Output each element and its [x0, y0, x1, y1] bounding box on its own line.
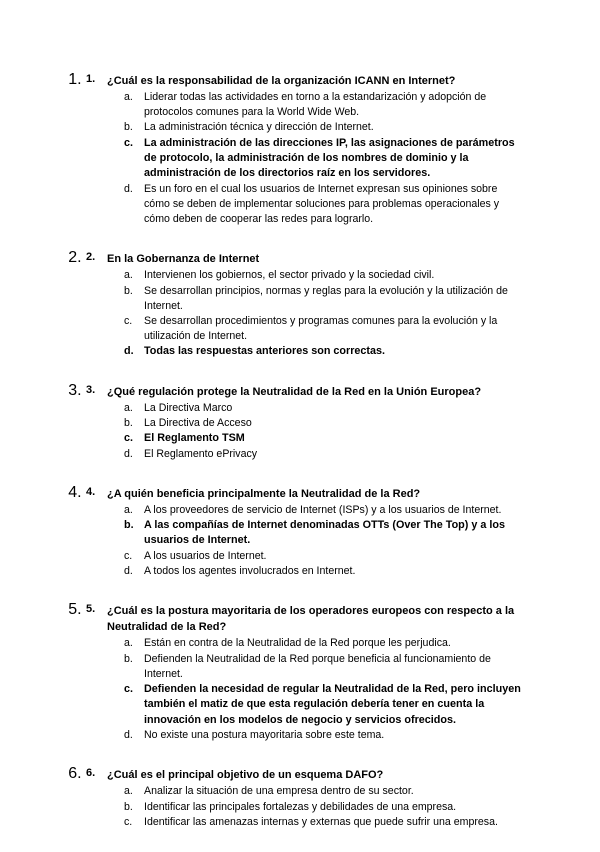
option-letter: c.: [124, 682, 134, 695]
question-2: [86, 249, 526, 359]
option-text: A los usuarios de Internet.: [144, 549, 267, 562]
question-text: ¿Cuál es la postura mayoritaria de los operadores europeos con respecto a la Neutralidad de la Red?: [107, 605, 515, 634]
option-text: Se desarrollan procedimientos y programas comunes para la evolución y la utilización de Internet.: [144, 315, 498, 343]
option-letter: a.: [124, 503, 133, 516]
option-text: Es un foro en el cual los usuarios de Internet expresan sus opiniones sobre cómo se deben de implementar soluciones para problemas operacionales y cómo deben de cooperar las redes para lograrlo.: [144, 182, 500, 226]
option-letter: b.: [124, 284, 133, 297]
option-text: Se desarrollan principios, normas y reglas para la evolución y la utilización de Internet.: [144, 284, 508, 312]
option-letter: b.: [124, 121, 133, 134]
option-a: [86, 401, 526, 416]
option-text: Identificar las amenazas internas y externas que puede sufrir una empresa.: [144, 815, 498, 828]
option-text: Defienden la necesidad de regular la Neutralidad de la Red, pero incluyen también el matiz de que esta regulación debería tener en cuenta la innovación en los modelos de negocio y servicios ofrecidos.: [144, 682, 521, 726]
option-c: [86, 314, 526, 344]
option-letter: d.: [124, 447, 133, 460]
option-letter: c.: [124, 315, 133, 328]
option-c: [86, 815, 526, 830]
option-text: A todos los agentes involucrados en Internet.: [144, 565, 356, 578]
question-3: [86, 382, 526, 462]
option-text: Todas las respuestas anteriores son correctas.: [144, 345, 386, 358]
option-b: [86, 120, 526, 135]
options-list: [86, 401, 526, 462]
option-letter: a.: [124, 637, 133, 650]
options-list: [86, 784, 526, 830]
option-text: La Directiva de Acceso: [144, 417, 252, 430]
question-1: [86, 71, 526, 227]
option-letter: b.: [124, 652, 133, 665]
option-text: El Reglamento ePrivacy: [144, 447, 258, 460]
question-4: [86, 484, 526, 579]
option-d: [86, 447, 526, 462]
option-text: Identificar las principales fortalezas y debilidades de una empresa.: [144, 800, 457, 813]
option-letter: a.: [124, 401, 133, 414]
option-c: [86, 136, 526, 182]
option-text: La administración de las direcciones IP, las asignaciones de parámetros de protocolo, la administración de los nombres de dominio y la administración de los directorios raíz en los servidores.: [144, 136, 515, 180]
option-text: Están en contra de la Neutralidad de la Red porque les perjudica.: [144, 637, 451, 650]
question-6: [86, 765, 526, 830]
option-a: [86, 503, 526, 518]
option-letter: b.: [124, 800, 133, 813]
option-c: [86, 431, 526, 446]
option-text: Defienden la Neutralidad de la Red porque beneficia al funcionamiento de Internet.: [144, 652, 491, 680]
option-text: Analizar la situación de una empresa dentro de su sector.: [144, 785, 414, 798]
question-text: En la Gobernanza de Internet: [107, 253, 260, 266]
question-text: ¿Qué regulación protege la Neutralidad de la Red en la Unión Europea?: [107, 385, 482, 398]
option-letter: c.: [124, 432, 134, 445]
option-b: [86, 416, 526, 431]
option-letter: a.: [124, 91, 133, 103]
option-d: [86, 182, 526, 228]
option-text: Liderar todas las actividades en torno a la estandarización y adopción de protocolos comunes para la World Wide Web.: [144, 91, 487, 119]
option-letter: d.: [124, 345, 134, 358]
option-letter: c.: [124, 136, 134, 149]
option-b: [86, 652, 526, 682]
option-d: [86, 344, 526, 359]
options-list: [86, 90, 526, 227]
option-letter: b.: [124, 417, 133, 430]
option-letter: c.: [124, 815, 133, 828]
question-5: [86, 601, 526, 743]
option-text: La Directiva Marco: [144, 401, 233, 414]
question-text: ¿Cuál es el principal objetivo de un esquema DAFO?: [107, 769, 384, 782]
question-text: ¿A quién beneficia principalmente la Neutralidad de la Red?: [107, 487, 421, 500]
option-text: A las compañías de Internet denominadas OTTs (Over The Top) y a los usuarios de Internet.: [144, 519, 505, 547]
option-c: [86, 682, 526, 728]
question-text: ¿Cuál es la responsabilidad de la organización ICANN en Internet?: [107, 75, 456, 87]
quiz-list: [86, 71, 526, 852]
option-d: [86, 564, 526, 579]
option-text: No existe una postura mayoritaria sobre este tema.: [144, 729, 385, 742]
option-letter: d.: [124, 565, 133, 578]
option-text: Intervienen los gobiernos, el sector privado y la sociedad civil.: [144, 269, 435, 282]
option-b: [86, 800, 526, 815]
question-number: 6. 6.: [86, 767, 96, 780]
option-letter: d.: [124, 182, 133, 195]
question-number: 3. 3.: [86, 383, 96, 396]
option-c: [86, 549, 526, 564]
question-number: 4. 4.: [86, 485, 96, 498]
option-a: [86, 784, 526, 799]
option-letter: d.: [124, 729, 133, 742]
option-a: [86, 268, 526, 283]
option-a: [86, 90, 526, 120]
option-text: La administración técnica y dirección de Internet.: [144, 121, 374, 134]
option-letter: c.: [124, 549, 133, 562]
option-d: [86, 728, 526, 743]
options-list: [86, 636, 526, 743]
question-number: 5. 5.: [86, 603, 96, 616]
option-letter: a.: [124, 785, 133, 798]
option-b: [86, 284, 526, 314]
option-text: El Reglamento TSM: [144, 432, 245, 445]
option-a: [86, 636, 526, 651]
options-list: [86, 268, 526, 359]
question-number: 1. 1.: [86, 73, 96, 85]
option-text: A los proveedores de servicio de Internet (ISPs) y a los usuarios de Internet.: [144, 503, 502, 516]
option-letter: b.: [124, 519, 134, 532]
option-letter: a.: [124, 269, 133, 282]
option-b: [86, 518, 526, 549]
question-number: 2. 2.: [86, 251, 96, 264]
options-list: [86, 503, 526, 579]
